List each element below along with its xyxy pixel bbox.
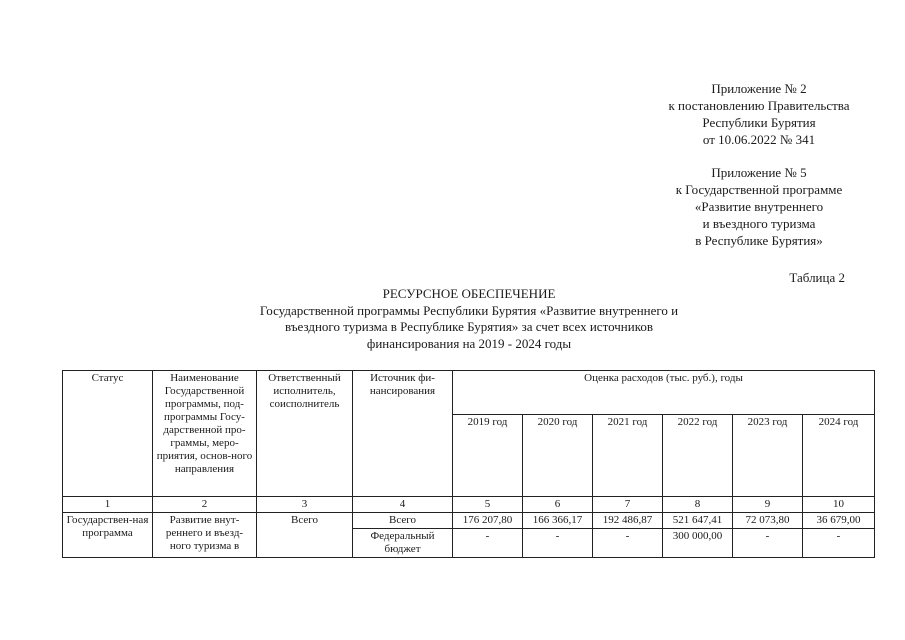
column-number: 1 xyxy=(63,497,153,513)
title-line: финансирования на 2019 - 2024 годы xyxy=(366,335,572,351)
header-year: 2021 год xyxy=(593,415,663,497)
appendix-2-line: к постановлению Правительства xyxy=(668,98,850,113)
header-year: 2024 год xyxy=(803,415,875,497)
column-number: 2 xyxy=(153,497,257,513)
appendix-5-line: в Республике Бурятия» xyxy=(695,233,823,248)
appendix-5-line: «Развитие внутреннего xyxy=(694,199,824,214)
title-line: РЕСУРСНОЕ ОБЕСПЕЧЕНИЕ xyxy=(382,286,556,301)
row-value: 192 486,87 xyxy=(593,513,663,529)
row-source: Федеральный бюджет xyxy=(353,529,453,558)
table-row xyxy=(63,513,875,529)
appendix-5-line: к Государственной программе xyxy=(675,182,843,197)
header-year: 2019 год xyxy=(453,415,523,497)
title-line: Государственной программы Республики Бурятия «Развитие внутреннего и xyxy=(259,302,679,318)
appendix-2-line: от 10.06.2022 № 341 xyxy=(702,132,816,147)
row-source: Всего xyxy=(353,513,453,529)
column-number: 6 xyxy=(523,497,593,513)
row-value: - xyxy=(733,529,803,558)
column-number: 4 xyxy=(353,497,453,513)
row-name: Развитие внут-реннего и въезд-ного туризма в xyxy=(153,513,257,558)
appendix-2-line: Приложение № 2 xyxy=(711,81,807,96)
row-value: - xyxy=(453,529,523,558)
title-line: въездного туризма в Республике Бурятия» за счет всех источников xyxy=(285,319,653,334)
row-value: 36 679,00 xyxy=(803,513,875,529)
header-year: 2023 год xyxy=(733,415,803,497)
appendix-2-line: Республики Бурятия xyxy=(702,115,816,130)
appendix-5-line: и въездного туризма xyxy=(702,216,816,231)
column-number-row xyxy=(63,497,875,513)
appendix-5-block xyxy=(649,164,869,249)
row-value: - xyxy=(523,529,593,558)
header-source: Источник фи-нансирования xyxy=(353,371,453,497)
header-year: 2022 год xyxy=(663,415,733,497)
row-responsible: Всего xyxy=(257,513,353,558)
row-value: 72 073,80 xyxy=(733,513,803,529)
column-number: 8 xyxy=(663,497,733,513)
header-status: Статус xyxy=(63,371,153,497)
row-status: Государствен-ная программа xyxy=(63,513,153,558)
resource-table xyxy=(62,370,875,558)
row-value: 300 000,00 xyxy=(663,529,733,558)
document-title xyxy=(0,286,905,352)
column-number: 3 xyxy=(257,497,353,513)
row-value: 521 647,41 xyxy=(663,513,733,529)
header-estimate: Оценка расходов (тыс. руб.), годы xyxy=(453,371,875,415)
row-value: 176 207,80 xyxy=(453,513,523,529)
appendix-2-block xyxy=(649,80,869,148)
column-number: 7 xyxy=(593,497,663,513)
appendix-5-line: Приложение № 5 xyxy=(711,165,807,180)
row-value: - xyxy=(803,529,875,558)
header-year: 2020 год xyxy=(523,415,593,497)
row-value: - xyxy=(593,529,663,558)
table-label: Таблица 2 xyxy=(789,270,845,285)
column-number: 10 xyxy=(803,497,875,513)
column-number: 5 xyxy=(453,497,523,513)
row-value: 166 366,17 xyxy=(523,513,593,529)
header-responsible: Ответственный исполнитель, соисполнитель xyxy=(257,371,353,497)
column-number: 9 xyxy=(733,497,803,513)
header-name: Наименование Государственной программы, под-программы Госу-дарственной про-граммы, меро-приятия, основ-ного направления xyxy=(153,371,257,497)
header-row-1 xyxy=(63,371,875,415)
